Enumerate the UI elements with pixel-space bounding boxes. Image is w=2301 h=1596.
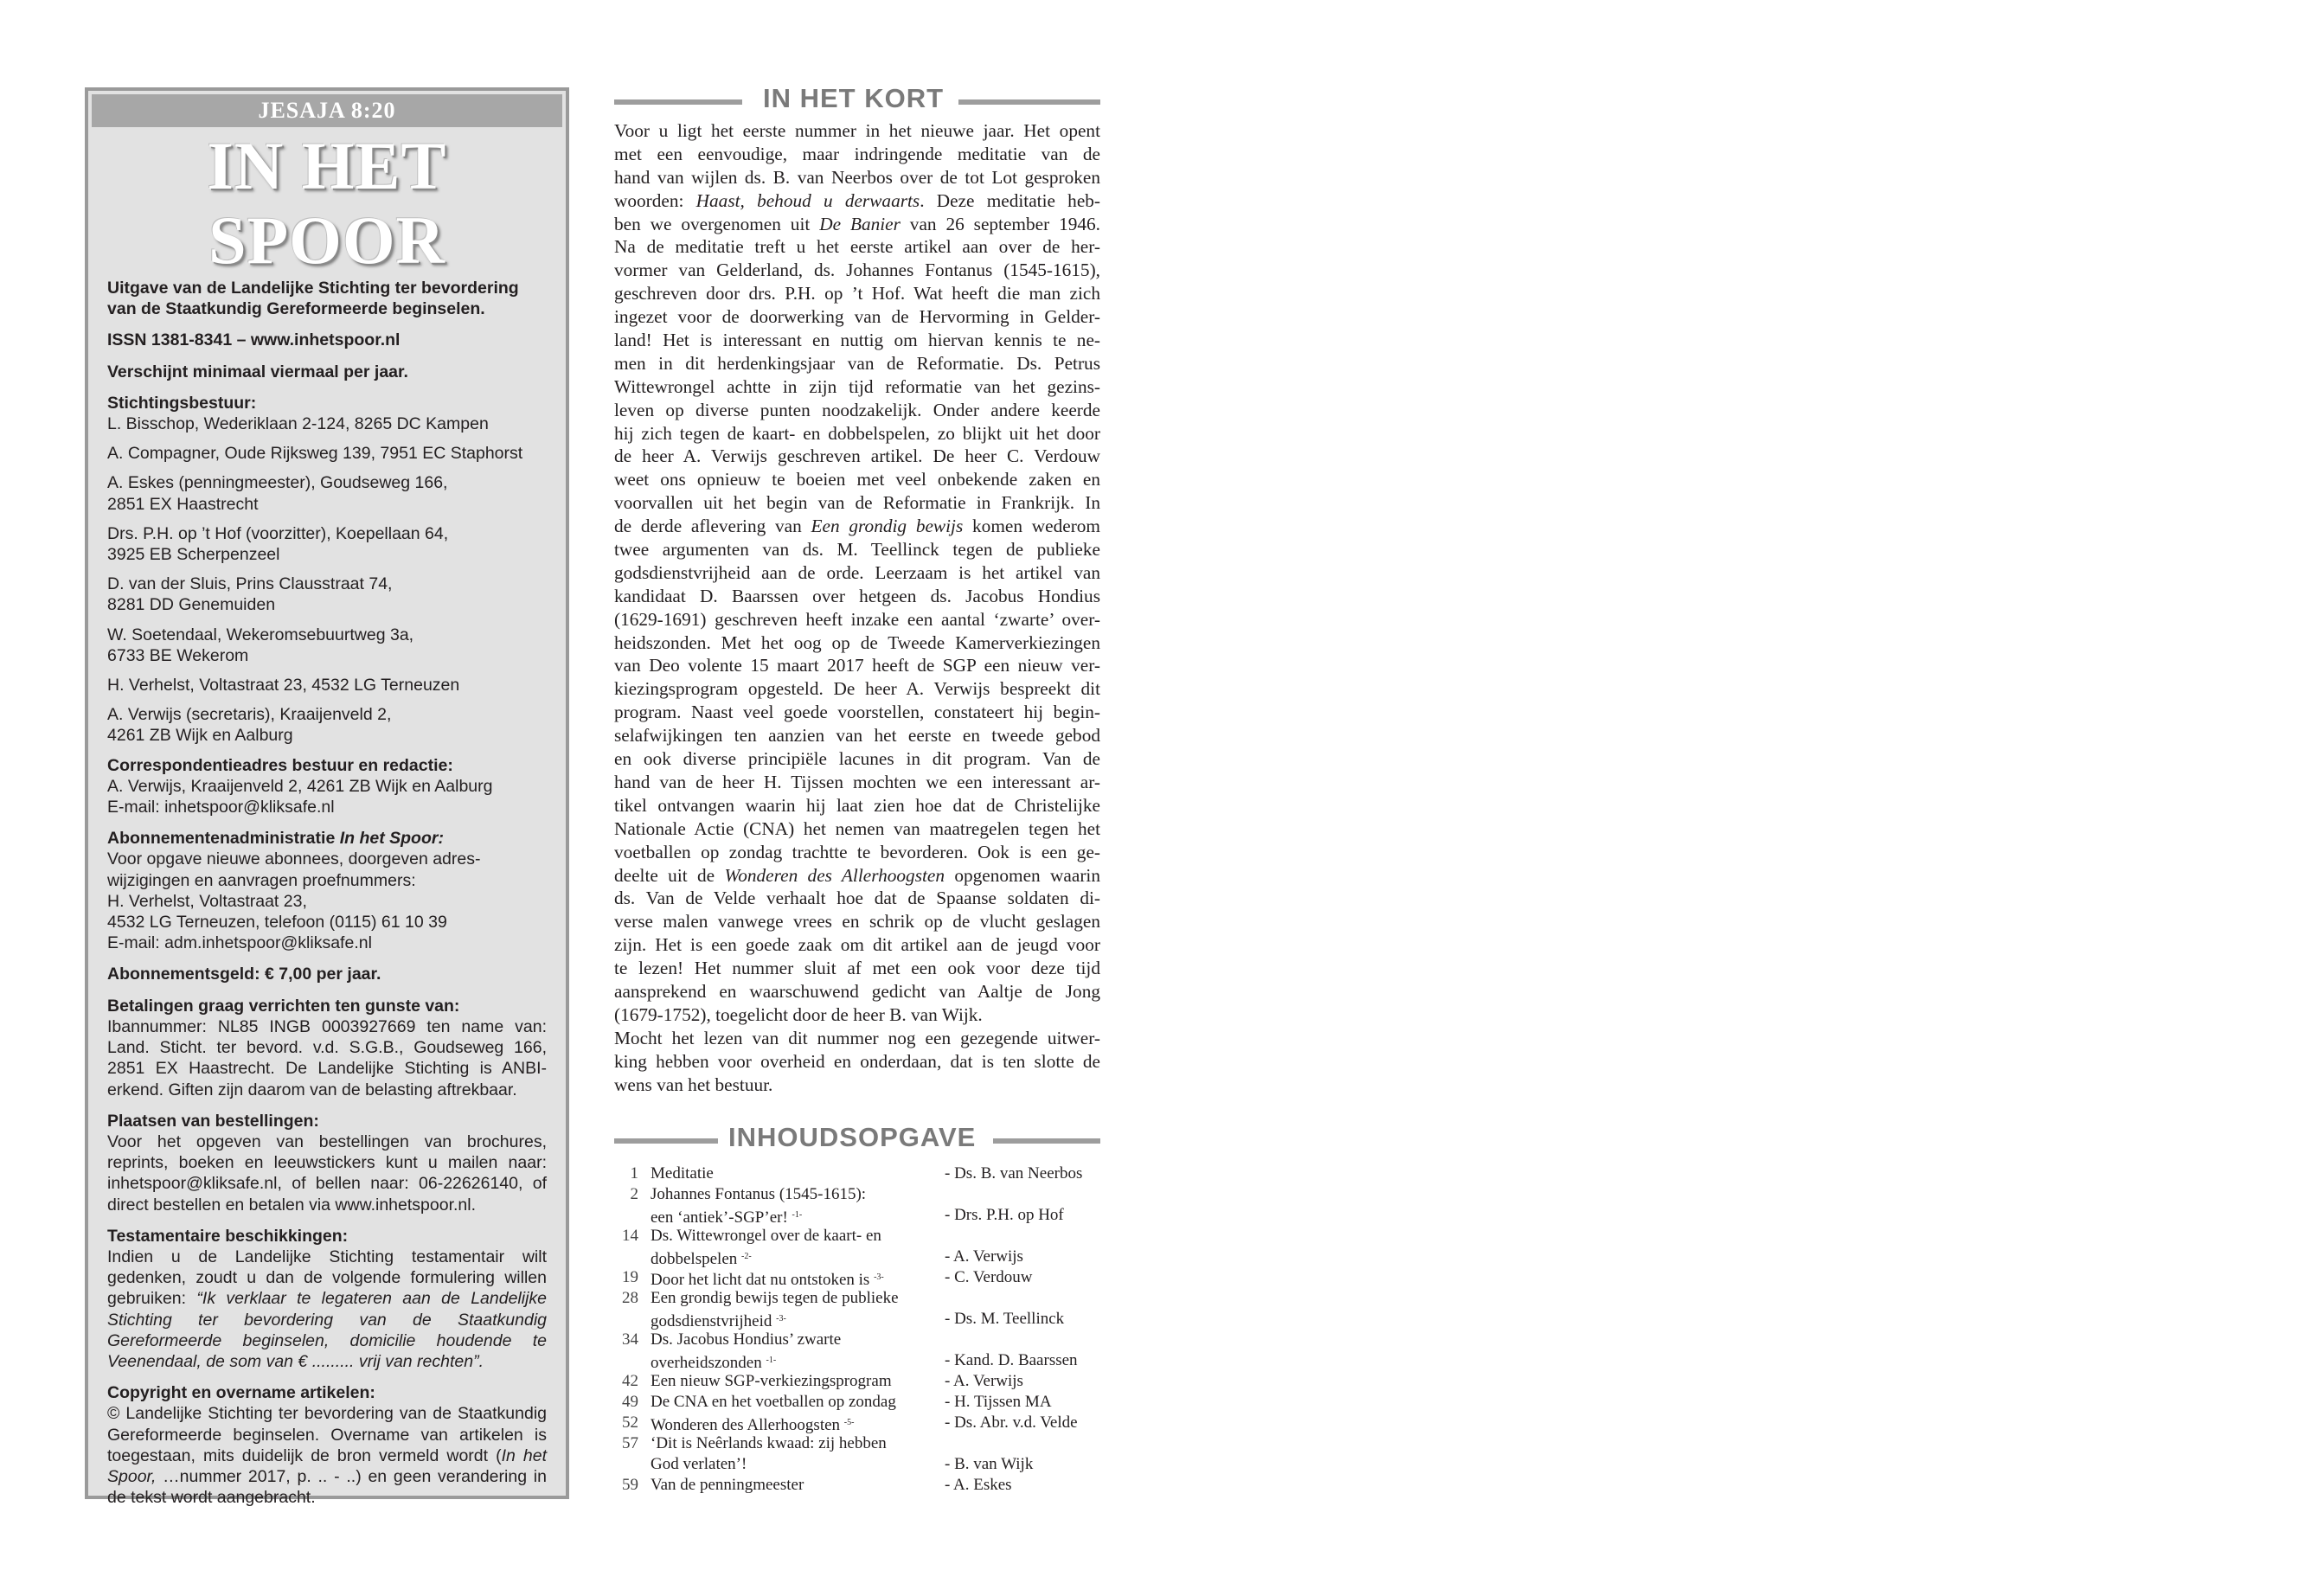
- kort-line: godsdienstvrijheid aan de orde. Leerzaam is het artikel van: [614, 561, 1100, 583]
- toc-entry: [614, 1330, 1100, 1371]
- toc-entry: [614, 1413, 1100, 1433]
- kort-line: hand van wijlen ds. B. van Neerbos over de tot Lot gesproken: [614, 166, 1100, 188]
- subscription-fee: Abonnementsgeld: € 7,00 per jaar.: [107, 965, 381, 984]
- payments-text: Ibannummer: NL85 INGB 0003927669 ten name van: Land. Sticht. ter bevord. v.d. S.G.B., Goudseweg 166, 2851 EX Haastrecht. De Landelijke Stichting is ANBI-erkend. Giften zijn daarom van de belasting aftrekbaar.: [107, 1016, 547, 1099]
- kort-line: de heer A. Verwijs geschreven artikel. De heer C. Verdouw: [614, 445, 1100, 467]
- kort-line: king hebben voor overheid en onderdaan, dat is ten slotte de: [614, 1050, 1100, 1072]
- toc-author: - H. Tijssen MA: [945, 1393, 1052, 1412]
- toc-entry: [614, 1288, 1100, 1330]
- orders-section: [107, 1111, 547, 1215]
- board-member-line: A. Eskes (penningmeester), Goudseweg 166,: [107, 473, 448, 493]
- kort-line: hand van de heer H. Tijssen mochten we een interessant ar-: [614, 771, 1100, 792]
- kort-line: voorvallen uit het begin van de Reformatie in Frankrijk. In: [614, 492, 1100, 514]
- kort-line: vormer van Gelderland, ds. Johannes Fontanus (1545-1615),: [614, 260, 1100, 281]
- toc-entry: [614, 1371, 1100, 1392]
- magazine-title: IN HET SPOOR: [207, 128, 447, 278]
- toc-page-number: 19: [622, 1268, 638, 1287]
- publisher-text: Uitgave van de Landelijke Stichting ter bevordering van de Staatkundig Gereformeerde beginselen.: [107, 279, 519, 319]
- frequency-line: Verschijnt minimaal viermaal per jaar.: [107, 362, 408, 381]
- toc-author: - C. Verdouw: [945, 1268, 1033, 1287]
- toc-title: Wonderen des Allerhoogsten $^{-5-}$: [651, 1416, 855, 1435]
- toc-page-number: 14: [622, 1227, 638, 1246]
- kort-line: twee argumenten van ds. M. Teellinck tegen de publieke: [614, 539, 1100, 561]
- board-member-line: H. Verhelst, Voltastraat 23, 4532 LG Terneuzen: [107, 676, 460, 695]
- toc-author: - B. van Wijk: [945, 1455, 1034, 1474]
- subscription-line: H. Verhelst, Voltastraat 23,: [107, 891, 307, 911]
- copyright-text-end: …nummer 2017, p. .. - ..) en geen verandering in de tekst wordt aangebracht.: [107, 1466, 547, 1508]
- payments-section: [107, 996, 547, 1100]
- toc-author: - Kand. D. Baarssen: [945, 1351, 1078, 1370]
- table-of-contents: [614, 1163, 1100, 1496]
- board-member: [107, 443, 547, 464]
- subscription-heading: Abonnementenadministratie: [107, 829, 340, 849]
- kort-body: [614, 119, 1100, 1096]
- board-member-line: 6733 BE Wekerom: [107, 645, 249, 665]
- subscription-heading-italic: In het Spoor:: [339, 829, 444, 849]
- kort-line: tikel ontvangen waarin hij laat zien hoe dat de Christelijke: [614, 794, 1100, 816]
- testament-heading: Testamentaire beschikkingen:: [107, 1226, 349, 1246]
- board-member-line: 2851 EX Haastrecht: [107, 494, 259, 514]
- subscription-line: wijzigingen en aanvragen proefnummers:: [107, 870, 416, 890]
- toc-page-number: 34: [622, 1330, 638, 1349]
- kort-line: wens van het bestuur.: [614, 1074, 773, 1095]
- kort-line: Nationale Actie (CNA) het nemen van maatregelen tegen het: [614, 817, 1100, 839]
- board-member-line: 3925 EB Scherpenzeel: [107, 545, 280, 565]
- kort-line: Mocht het lezen van dit nummer nog een gezegende uitwer-: [614, 1027, 1100, 1048]
- kort-line: met een eenvoudige, maar indringende meditatie van de: [614, 143, 1100, 164]
- toc-page-number: 28: [622, 1289, 638, 1308]
- toc-page-number: 1: [630, 1164, 638, 1183]
- board-member-line: W. Soetendaal, Wekeromsebuurtweg 3a,: [107, 625, 414, 644]
- kort-line: (1629-1691) geschreven heeft inzake een aantal ‘zwarte’ over-: [614, 608, 1100, 630]
- toc-title: Een grondig bewijs tegen de publieke godsdienstvrijheid $^{-3-}$: [651, 1289, 899, 1331]
- colophon-content: [88, 278, 566, 1508]
- toc-page-number: 42: [622, 1372, 638, 1391]
- kort-line: Wittewrongel achtte in zijn tijd reformatie van het gezins-: [614, 375, 1100, 397]
- issn-line: ISSN 1381-8341 – www.inhetspoor.nl: [107, 330, 401, 350]
- board-member: [107, 472, 547, 514]
- copyright-heading: Copyright en overname artikelen:: [107, 1383, 375, 1403]
- toc-title: Johannes Fontanus (1545-1615): een ‘antiek’-SGP’er! $^{-1-}$: [651, 1185, 867, 1227]
- board-section: [107, 393, 547, 747]
- board-member-line: L. Bisschop, Wederiklaan 2-124, 8265 DC Kampen: [107, 414, 489, 434]
- correspondence-heading: Correspondentieadres bestuur en redactie:: [107, 755, 453, 775]
- toc-entry: [614, 1475, 1100, 1496]
- subscription-section: [107, 828, 547, 953]
- toc-title: Door het licht dat nu ontstoken is $^{-3-}$: [651, 1271, 884, 1290]
- kort-line: kiezingsprogram opgesteld. De heer A. Verwijs bespreekt dit: [614, 678, 1100, 700]
- kort-line: ben we overgenomen uit De Banier van 26 september 1946.: [614, 213, 1100, 234]
- kort-line: kandidaat D. Baarssen over hetgeen ds. Jacobus Hondius: [614, 585, 1100, 606]
- board-list: [107, 413, 547, 747]
- testament-quote: “Ik verklaar te legateren aan de Landelijke Stichting ter bevordering van de Staatkundig Gereformeerde beginselen, domicilie houdende te Veenendaal, de som van € ......... vrij van rechten”.: [107, 1289, 548, 1371]
- toc-title: ‘Dit is Neêrlands kwaad: zij hebben God verlaten’!: [651, 1434, 887, 1474]
- kort-line: leven op diverse punten noodzakelijk. Onder andere keerde: [614, 399, 1100, 420]
- kort-line: zijn. Het is een goede zaak om dit artikel aan de jeugd voor: [614, 934, 1100, 956]
- toc-page-number: 52: [622, 1413, 638, 1433]
- kort-line: verse malen vanwege vrees en schrik op de vlucht geslagen: [614, 911, 1100, 933]
- kort-line: men in dit herdenkingsjaar van de Reformatie. Ds. Petrus: [614, 352, 1100, 374]
- toc-page-number: 2: [630, 1185, 638, 1204]
- middle-column: [614, 78, 1100, 1496]
- board-member-line: 4261 ZB Wijk en Aalburg: [107, 726, 293, 746]
- kort-line: deelte uit de Wonderen des Allerhoogsten opgenomen waarin: [614, 864, 1100, 886]
- kort-line: te lezen! Het nummer sluit af met een ook voor deze tijd: [614, 958, 1100, 979]
- kort-line: voetballen op zondag trachtte te bevorderen. Ook is een ge-: [614, 841, 1100, 862]
- toc-title: Meditatie: [651, 1164, 714, 1183]
- kort-line: selafwijkingen ten aanzien van het eerste en tweede gebod: [614, 725, 1100, 747]
- board-member: [107, 413, 547, 434]
- subscription-line: 4532 LG Terneuzen, telefoon (0115) 61 10 39: [107, 913, 447, 933]
- header-rule: [614, 99, 742, 105]
- kort-line: Voor u ligt het eerste nummer in het nieuwe jaar. Het opent: [614, 120, 1100, 141]
- toc-author: - Ds. Abr. v.d. Velde: [945, 1413, 1078, 1433]
- board-member-line: 8281 DD Genemuiden: [107, 595, 276, 615]
- kort-line: de derde aflevering van Een grondig bewijs komen wederom: [614, 516, 1100, 537]
- subscription-email: E-mail: adm.inhetspoor@kliksafe.nl: [107, 933, 372, 953]
- board-member: [107, 675, 547, 695]
- orders-text: Voor het opgeven van bestellingen van brochures, reprints, boeken en leeuwstickers kunt u mailen naar: inhetspoor@kliksafe.nl, of bellen naar: 06-22626140, of direct bestellen en betalen via www.inhetspoor.nl.: [107, 1131, 547, 1215]
- board-member-line: A. Verwijs (secretaris), Kraaijenveld 2,: [107, 705, 392, 725]
- toc-entry: [614, 1392, 1100, 1413]
- toc-author: - Ds. M. Teellinck: [945, 1310, 1065, 1329]
- copyright-text: © Landelijke Stichting ter bevordering van de Staatkundig Gereformeerde beginselen. Overname van artikelen is toegestaan, mits duidelijk de bron vermeld wordt (: [107, 1404, 547, 1465]
- board-member: [107, 523, 547, 565]
- correspondence-line: A. Verwijs, Kraaijenveld 2, 4261 ZB Wijk en Aalburg: [107, 776, 493, 796]
- toc-page-number: 59: [622, 1476, 638, 1495]
- toc-author: - A. Verwijs: [945, 1372, 1023, 1391]
- toc-author: - Drs. P.H. op Hof: [945, 1206, 1064, 1225]
- toc-entry: [614, 1184, 1100, 1226]
- copyright-section: [107, 1382, 547, 1508]
- board-member-line: D. van der Sluis, Prins Clausstraat 74,: [107, 574, 393, 594]
- board-member: [107, 704, 547, 746]
- board-member: [107, 574, 547, 615]
- kort-line: Na de meditatie treft u het eerste artikel aan over de her-: [614, 236, 1100, 258]
- bible-reference: JESAJA 8:20: [92, 94, 562, 127]
- toc-heading: INHOUDSOPGAVE: [728, 1122, 977, 1153]
- correspondence-email: E-mail: inhetspoor@kliksafe.nl: [107, 798, 335, 817]
- toc-author: - A. Eskes: [945, 1476, 1012, 1495]
- orders-heading: Plaatsen van bestellingen:: [107, 1111, 319, 1131]
- kort-header: [614, 78, 1100, 116]
- toc-header: [614, 1117, 1100, 1155]
- kort-line: ds. Van de Velde verhaalt hoe dat de Spaanse soldaten di-: [614, 888, 1100, 909]
- header-rule: [993, 1138, 1100, 1144]
- toc-page-number: 57: [622, 1434, 638, 1453]
- toc-page-number: 49: [622, 1393, 638, 1412]
- colophon-box: [85, 87, 569, 1508]
- board-member: [107, 625, 547, 666]
- testament-section: [107, 1226, 547, 1372]
- kort-line: heidszonden. Met het oog op de Tweede Kamerverkiezingen: [614, 631, 1100, 653]
- kort-line: geschreven door drs. P.H. op ’t Hof. Wat heeft die man zich: [614, 283, 1100, 304]
- board-member-line: Drs. P.H. op ’t Hof (voorzitter), Koepellaan 64,: [107, 523, 449, 543]
- kort-line: van Deo volente 15 maart 2017 heeft de SGP een nieuw ver-: [614, 655, 1100, 676]
- kort-line: aansprekend en waarschuwend gedicht van Aaltje de Jong: [614, 980, 1100, 1002]
- board-heading: Stichtingsbestuur:: [107, 393, 257, 413]
- kort-line: hij zich tegen de kaart- en dobbelspelen, zo blijkt uit het door: [614, 422, 1100, 444]
- toc-entry: [614, 1163, 1100, 1184]
- toc-entry: [614, 1433, 1100, 1475]
- subscription-line: Voor opgave nieuwe abonnees, doorgeven adres-: [107, 849, 481, 869]
- toc-title: De CNA en het voetballen op zondag: [651, 1393, 896, 1412]
- toc-entry: [614, 1267, 1100, 1288]
- kort-line: (1679-1752), toegelicht door de heer B. van Wijk.: [614, 1003, 983, 1025]
- toc-title: Ds. Jacobus Hondius’ zwarte overheidszonden $^{-1-}$: [651, 1330, 842, 1373]
- testament-text: Indien u de Landelijke Stichting testamentair wilt gedenken, zoudt u dan de volgende formulering willen gebruiken:: [107, 1247, 547, 1309]
- toc-entry: [614, 1226, 1100, 1267]
- kort-line: weet ons opnieuw te boeien met veel onbekende zaken en: [614, 469, 1100, 490]
- header-rule: [958, 99, 1100, 105]
- header-rule: [614, 1138, 718, 1144]
- payments-heading: Betalingen graag verrichten ten gunste van:: [107, 996, 460, 1016]
- correspondence-section: [107, 755, 547, 818]
- copyright-italic: In het Spoor,: [107, 1445, 547, 1486]
- toc-title: Van de penningmeester: [651, 1476, 804, 1495]
- toc-author: - Ds. B. van Neerbos: [945, 1164, 1083, 1183]
- kort-heading: IN HET KORT: [763, 83, 945, 113]
- board-member-line: A. Compagner, Oude Rijksweg 139, 7951 EC Staphorst: [107, 444, 523, 464]
- toc-title: Een nieuw SGP-verkiezingsprogram: [651, 1372, 892, 1391]
- toc-title: Ds. Wittewrongel over de kaart- en dobbelspelen $^{-2-}$: [651, 1227, 881, 1269]
- kort-line: land! Het is interessant en nuttig om hiervan kennis te ne-: [614, 330, 1100, 351]
- kort-line: woorden: Haast, behoud u derwaarts. Deze meditatie heb-: [614, 189, 1101, 211]
- toc-author: - A. Verwijs: [945, 1247, 1023, 1266]
- kort-line: ingezet voor de doorwerking van de Hervorming in Gelder-: [614, 306, 1100, 328]
- kort-line: program. Naast veel goede voorstellen, constateert hij begin-: [614, 702, 1100, 723]
- kort-line: en ook diverse principiële lacunes in dit program. Van de: [614, 748, 1100, 770]
